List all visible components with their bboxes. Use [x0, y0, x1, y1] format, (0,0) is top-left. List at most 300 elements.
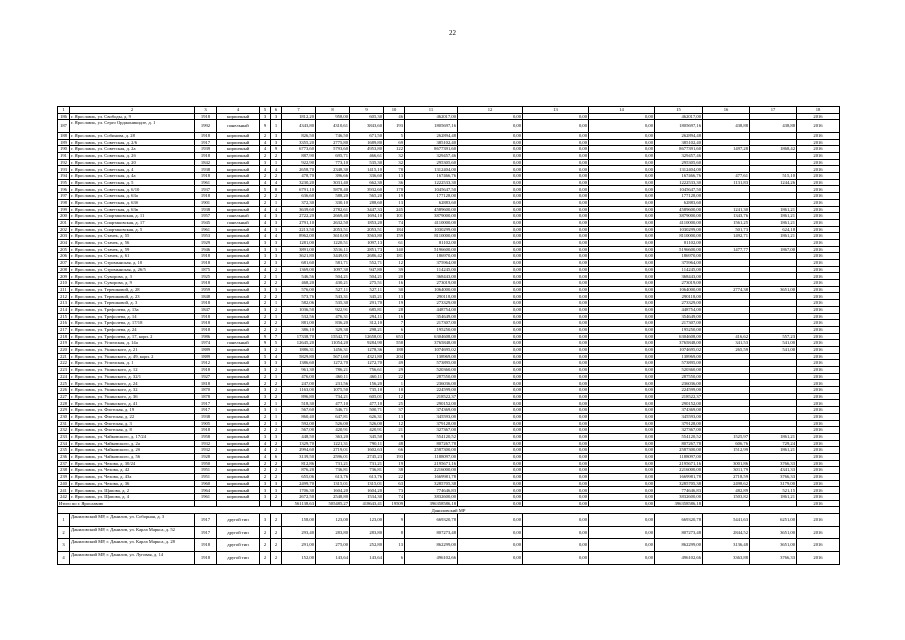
- table-cell: 515,10: [750, 173, 797, 180]
- table-cell: 368443,00: [655, 273, 703, 280]
- table-cell: 0,00: [458, 113, 523, 120]
- table-cell: [750, 239, 797, 246]
- table-cell: 10: [384, 107, 405, 114]
- table-cell: 1278,36: [350, 346, 384, 353]
- table-cell: 2: [260, 373, 271, 380]
- table-cell: 32: [384, 153, 405, 160]
- table-cell: 736,81: [316, 467, 350, 474]
- table-cell: г. Ярославль, ул. Стромынская, д. 26/5: [70, 266, 195, 273]
- table-cell: 2: [271, 320, 282, 327]
- table-cell: 8677391,60: [405, 146, 458, 153]
- table-cell: 0,00: [458, 387, 523, 394]
- table-cell: 0,00: [458, 539, 523, 552]
- table-cell: 2672,50: [282, 494, 316, 501]
- table-cell: 3: [260, 393, 271, 400]
- table-cell: 4: [260, 453, 271, 460]
- table-cell: 2016: [797, 360, 840, 367]
- table-cell: [750, 293, 797, 300]
- table-cell: 2782,61: [316, 206, 350, 213]
- table-cell: [703, 139, 750, 146]
- table-cell: [703, 353, 750, 360]
- table-cell: 862299,00: [655, 539, 703, 552]
- table-cell: 30: [384, 286, 405, 293]
- table-cell: 218522,37: [405, 393, 458, 400]
- table-cell: 2016: [797, 467, 840, 474]
- table-cell: 0,00: [458, 474, 523, 481]
- table-cell: кирпичный: [217, 286, 260, 293]
- table-cell: 3651,00: [750, 539, 797, 552]
- table-cell: 826,50: [282, 132, 316, 139]
- table-cell: 662,30: [350, 179, 384, 186]
- table-cell: 29: [384, 367, 405, 374]
- table-cell: 239: [58, 474, 70, 481]
- table-cell: 167466,76: [655, 173, 703, 180]
- table-cell: 1: [58, 514, 70, 527]
- table-cell: 2348,30: [316, 166, 350, 173]
- table-cell: 2: [271, 380, 282, 387]
- table-cell: 0,00: [523, 219, 589, 226]
- table-cell: 0,00: [523, 286, 589, 293]
- table-cell: 592,00: [282, 420, 316, 427]
- table-cell: 0,00: [589, 360, 655, 367]
- table-cell: 3639,60: [282, 206, 316, 213]
- table-row: [58, 420, 840, 427]
- table-cell: 3: [271, 253, 282, 260]
- table-cell: 4341,33: [750, 467, 797, 474]
- table-cell: 2016: [797, 199, 840, 206]
- table-cell: 1950: [195, 460, 217, 467]
- table-cell: 3: [260, 480, 271, 487]
- table-cell: 624,18: [750, 226, 797, 233]
- table-cell: 1: [271, 420, 282, 427]
- table-cell: 2016: [797, 333, 840, 340]
- table-cell: 2: [271, 306, 282, 313]
- table-cell: 16: [384, 313, 405, 320]
- table-cell: 9: [384, 514, 405, 527]
- table-cell: 2016: [797, 487, 840, 494]
- table-cell: 1: [58, 107, 70, 114]
- table-cell: 140: [384, 246, 405, 253]
- table-cell: 1812,20: [282, 113, 316, 120]
- table-cell: 195: [58, 179, 70, 186]
- table-cell: 224: [58, 373, 70, 380]
- table-cell: 468,20: [282, 280, 316, 287]
- table-cell: 1602,63: [350, 447, 384, 454]
- table-row: [58, 199, 840, 206]
- table-cell: кирпичный: [217, 146, 260, 153]
- table-cell: 420,91: [316, 427, 350, 434]
- table-cell: 3: [271, 139, 282, 146]
- table-cell: 74: [384, 494, 405, 501]
- table-cell: кирпичный: [217, 467, 260, 474]
- table-cell: [750, 199, 797, 206]
- table-cell: 3: [195, 107, 217, 114]
- table-row: [58, 393, 840, 400]
- table-cell: 0,00: [523, 480, 589, 487]
- table-cell: 1386,60: [282, 360, 316, 367]
- table-row: [58, 353, 840, 360]
- table-cell: 1918: [195, 173, 217, 180]
- table-cell: 63: [384, 480, 405, 487]
- table-cell: 3879000,00: [405, 213, 458, 220]
- table-cell: 3765848,00: [405, 340, 458, 347]
- table-cell: 0,00: [458, 467, 523, 474]
- table-cell: 3179,00: [750, 480, 797, 487]
- table-cell: 3: [260, 253, 271, 260]
- table-cell: [750, 159, 797, 166]
- table-cell: 0,00: [523, 199, 589, 206]
- table-cell: 0,00: [589, 286, 655, 293]
- table-row: [58, 120, 840, 133]
- table-cell: 520360,00: [405, 367, 458, 374]
- table-cell: 462017,00: [655, 113, 703, 120]
- table-cell: 2: [260, 153, 271, 160]
- table-cell: 2016: [797, 286, 840, 293]
- table-cell: 9284,90: [350, 340, 384, 347]
- table-cell: 477,10: [350, 400, 384, 407]
- table-cell: 1918: [195, 551, 217, 564]
- table-cell: 204: [58, 239, 70, 246]
- table-cell: 2: [260, 313, 271, 320]
- table-cell: 2016: [797, 340, 840, 347]
- table-cell: 4: [260, 226, 271, 233]
- table-cell: 3: [260, 367, 271, 374]
- table-cell: 290152,00: [655, 400, 703, 407]
- table-cell: 0,00: [589, 440, 655, 447]
- table-cell: 535,30: [350, 159, 384, 166]
- table-cell: г. Ярославль, ул. Флотская, д. 22: [70, 413, 195, 420]
- table-cell: 416,62: [703, 333, 750, 340]
- table-cell: [703, 260, 750, 267]
- table-cell: 375964,00: [405, 260, 458, 267]
- table-cell: 1222533,30: [655, 179, 703, 186]
- table-cell: 230: [58, 413, 70, 420]
- table-cell: 5: [271, 340, 282, 347]
- table-cell: 291,00: [282, 539, 316, 552]
- table-cell: 295305,60: [405, 159, 458, 166]
- table-cell: 11054,20: [316, 340, 350, 347]
- table-cell: 0,00: [458, 514, 523, 527]
- table-cell: [750, 300, 797, 307]
- table-cell: 2016: [797, 387, 840, 394]
- table-row: [58, 526, 840, 539]
- table-cell: 2016: [797, 500, 840, 507]
- table-cell: 0,00: [458, 306, 523, 313]
- table-cell: 0,00: [589, 373, 655, 380]
- table-cell: г. Ярославль, ул. Ушинского, д. 36: [70, 393, 195, 400]
- table-cell: г. Ярославль, ул. Ушинского, д. 49, корп. 2: [70, 353, 195, 360]
- table-cell: 2016: [797, 233, 840, 240]
- table-cell: 3363,88: [703, 551, 750, 564]
- table-cell: 0,00: [458, 313, 523, 320]
- table-cell: 2016: [797, 313, 840, 320]
- table-cell: 215: [58, 313, 70, 320]
- table-cell: 177128,00: [405, 193, 458, 200]
- table-cell: 61: [384, 239, 405, 246]
- table-cell: 327367,00: [655, 427, 703, 434]
- table-cell: 1315,01: [316, 480, 350, 487]
- table-cell: 5: [384, 132, 405, 139]
- table-cell: 2: [260, 380, 271, 387]
- table-cell: 496102,66: [405, 551, 458, 564]
- table-cell: 1: [271, 313, 282, 320]
- table-cell: 2: [271, 346, 282, 353]
- table-cell: 1222533,30: [405, 179, 458, 186]
- table-cell: 15542,73: [316, 333, 350, 340]
- table-cell: [703, 186, 750, 193]
- table-cell: 1932: [195, 440, 217, 447]
- table-cell: 159: [384, 233, 405, 240]
- table-cell: 223: [58, 367, 70, 374]
- table-cell: 0,00: [523, 226, 589, 233]
- table-cell: 532,56: [282, 313, 316, 320]
- table-cell: 0,00: [458, 340, 523, 347]
- table-cell: 1415,10: [350, 166, 384, 173]
- table-cell: 1281,00: [282, 239, 316, 246]
- table-cell: кирпичный: [217, 494, 260, 501]
- table-cell: 6791,10: [282, 186, 316, 193]
- section-title-row: [58, 507, 840, 514]
- table-cell: 2016: [797, 260, 840, 267]
- table-cell: Даниловский МР, г. Данилов, ул. Карла Маркса, д. 28: [70, 539, 195, 552]
- table-cell: 375964,00: [655, 260, 703, 267]
- table-row: [58, 494, 840, 501]
- table-cell: 2775,80: [316, 139, 350, 146]
- table-cell: [750, 400, 797, 407]
- table-cell: 0,00: [523, 500, 589, 507]
- table-cell: 202: [58, 226, 70, 233]
- table-cell: 0,00: [589, 387, 655, 394]
- table-cell: 1036,50: [282, 306, 316, 313]
- table-cell: 188: [58, 132, 70, 139]
- table-cell: 0,00: [589, 480, 655, 487]
- table-cell: 203: [58, 233, 70, 240]
- table-cell: 695,71: [316, 153, 350, 160]
- table-cell: 291,70: [350, 300, 384, 307]
- table-cell: [703, 132, 750, 139]
- table-cell: [703, 320, 750, 327]
- table-cell: 2216000,00: [655, 467, 703, 474]
- table-cell: 5196600,00: [655, 246, 703, 253]
- table-cell: 62883,60: [405, 199, 458, 206]
- table-cell: 0,00: [523, 113, 589, 120]
- table-row: [58, 313, 840, 320]
- table-cell: 236: [58, 453, 70, 460]
- table-cell: кирпичный: [217, 427, 260, 434]
- table-cell: 73: [384, 487, 405, 494]
- table-cell: 2: [260, 420, 271, 427]
- table-cell: 2053,51: [350, 226, 384, 233]
- table-cell: кирпичный: [217, 447, 260, 454]
- table-cell: 1244,26: [750, 179, 797, 186]
- table-cell: 0,00: [458, 551, 523, 564]
- table-cell: [703, 239, 750, 246]
- table-cell: 235: [58, 447, 70, 454]
- table-cell: [750, 253, 797, 260]
- table-cell: 12658,01: [350, 333, 384, 340]
- table-cell: 1030299,00: [405, 226, 458, 233]
- table-cell: 685,81: [350, 306, 384, 313]
- table-cell: г. Ярославль, ул. Спартаковская, д. 11: [70, 213, 195, 220]
- table-cell: 3011,79: [703, 467, 750, 474]
- table-cell: 0,00: [458, 460, 523, 467]
- table-cell: 1343,76: [703, 213, 750, 220]
- table-cell: 312,10: [350, 320, 384, 327]
- table-cell: 2499,70: [282, 480, 316, 487]
- table-cell: 756,61: [350, 367, 384, 374]
- table-cell: 1961: [195, 226, 217, 233]
- table-cell: 581,71: [316, 260, 350, 267]
- table-cell: 17: [750, 107, 797, 114]
- table-cell: 226: [58, 387, 70, 394]
- table-cell: 1918: [195, 367, 217, 374]
- table-cell: г. Ярославль, ул. Ушинского, д. 41: [70, 400, 195, 407]
- table-cell: [703, 113, 750, 120]
- table-cell: 2: [260, 427, 271, 434]
- table-cell: 0,00: [589, 526, 655, 539]
- table-cell: г. Ярославль, ул. Стромынская, д. 10: [70, 260, 195, 267]
- table-row: [58, 453, 840, 460]
- table-cell: 214: [58, 306, 70, 313]
- table-cell: [750, 413, 797, 420]
- table-cell: 2: [260, 132, 271, 139]
- table-cell: 1917: [195, 407, 217, 414]
- table-cell: 1604,20: [316, 487, 350, 494]
- table-cell: 1097,13: [350, 239, 384, 246]
- table-cell: 1918: [195, 300, 217, 307]
- table-cell: 731,21: [316, 460, 350, 467]
- table-cell: 2: [260, 273, 271, 280]
- table-cell: 9: [384, 433, 405, 440]
- table-cell: 1961: [195, 494, 217, 501]
- table-cell: 1842: [195, 159, 217, 166]
- table-cell: 3: [260, 239, 271, 246]
- table-cell: 231,56: [316, 380, 350, 387]
- table-cell: 653: [384, 333, 405, 340]
- table-row: [58, 447, 840, 454]
- table-cell: 2016: [797, 273, 840, 280]
- table-cell: 2632,50: [316, 219, 350, 226]
- table-cell: 2: [271, 393, 282, 400]
- table-cell: [703, 367, 750, 374]
- table-cell: 0,00: [589, 551, 655, 564]
- table-cell: [750, 500, 797, 507]
- table-cell: 66: [384, 447, 405, 454]
- table-cell: 221: [58, 353, 70, 360]
- table-cell: 287550,00: [405, 373, 458, 380]
- table-cell: 1875: [195, 266, 217, 273]
- table-cell: 1868,42: [750, 146, 797, 153]
- table-cell: 62883,60: [655, 199, 703, 206]
- table-cell: 3139,50: [282, 453, 316, 460]
- table-cell: 1805697,16: [655, 120, 703, 133]
- table-cell: 0,00: [523, 139, 589, 146]
- table-cell: [703, 393, 750, 400]
- table-cell: 7: [384, 320, 405, 327]
- table-cell: 123,00: [350, 514, 384, 527]
- table-cell: 0,00: [523, 173, 589, 180]
- table-cell: 460,11: [350, 373, 384, 380]
- table-cell: 19509: [384, 500, 405, 507]
- table-cell: 1861,21: [750, 206, 797, 213]
- table-cell: другой тип: [217, 514, 260, 527]
- table-cell: панельный: [217, 213, 260, 220]
- table-cell: г. Ярославль, ул. Советская, д. 6/10: [70, 186, 195, 193]
- table-cell: 240: [58, 480, 70, 487]
- table-cell: Даниловский МР, г. Данилов, ул. Луговая, д. 14: [70, 551, 195, 564]
- table-cell: 2016: [797, 433, 840, 440]
- table-cell: 0,00: [589, 120, 655, 133]
- table-cell: [703, 420, 750, 427]
- table-cell: 588,20: [316, 193, 350, 200]
- table-cell: 786,21: [316, 367, 350, 374]
- table-cell: 1938: [195, 206, 217, 213]
- table-cell: 262894,48: [405, 132, 458, 139]
- table-cell: 4: [260, 206, 271, 213]
- table-cell: 290152,00: [405, 400, 458, 407]
- table-cell: 194: [58, 173, 70, 180]
- table-cell: 114245,00: [405, 266, 458, 273]
- table-cell: 0,00: [458, 206, 523, 213]
- table-cell: [703, 373, 750, 380]
- table-cell: 0,00: [523, 179, 589, 186]
- table-cell: 22: [384, 373, 405, 380]
- table-cell: [750, 306, 797, 313]
- table-cell: г. Ярославль, ул. Спартаковская, д. 5: [70, 226, 195, 233]
- table-cell: 3285705,38: [655, 480, 703, 487]
- table-cell: 0,00: [589, 300, 655, 307]
- table-cell: 626,31: [350, 413, 384, 420]
- table-cell: г. Ярославль, ул. Терешковой, д. 28: [70, 286, 195, 293]
- table-cell: [703, 153, 750, 160]
- table-cell: 4: [271, 353, 282, 360]
- table-cell: 1045647,50: [405, 186, 458, 193]
- table-cell: 0,00: [523, 413, 589, 420]
- table-cell: 1312404,00: [405, 166, 458, 173]
- table-cell: 181: [384, 253, 405, 260]
- table-cell: 329,30: [316, 326, 350, 333]
- table-cell: 288,60: [350, 199, 384, 206]
- table-cell: 217307,00: [405, 320, 458, 327]
- table-cell: 138969,00: [405, 353, 458, 360]
- table-cell: 1477,77: [703, 246, 750, 253]
- table-cell: 836,20: [316, 320, 350, 327]
- table-row: [58, 387, 840, 394]
- table-cell: кирпичный: [217, 159, 260, 166]
- table-cell: 922,90: [282, 159, 316, 166]
- table-cell: 3: [260, 159, 271, 166]
- table-cell: 430,21: [316, 280, 350, 287]
- table-cell: 8: [271, 186, 282, 193]
- table-cell: 2016: [797, 113, 840, 120]
- table-cell: г. Ярославль, ул. Советская, д. 63б: [70, 199, 195, 206]
- table-cell: г. Ярославль, ул. Советская, д. 2/6: [70, 139, 195, 146]
- table-cell: 191: [58, 153, 70, 160]
- table-cell: 6304608,00: [655, 333, 703, 340]
- table-cell: 354649,00: [655, 313, 703, 320]
- table-cell: 199: [58, 206, 70, 213]
- table-cell: 218: [58, 333, 70, 340]
- table-cell: 527,11: [350, 286, 384, 293]
- table-cell: 2: [271, 440, 282, 447]
- table-cell: г. Ярославль, ул. Флотская, д. 3: [70, 420, 195, 427]
- table-cell: 521,15: [750, 487, 797, 494]
- table-cell: 1992: [195, 120, 217, 133]
- table-cell: 1958: [195, 433, 217, 440]
- table-cell: 5441,63: [703, 514, 750, 527]
- table-cell: 2216000,00: [405, 467, 458, 474]
- table-cell: 0,00: [589, 427, 655, 434]
